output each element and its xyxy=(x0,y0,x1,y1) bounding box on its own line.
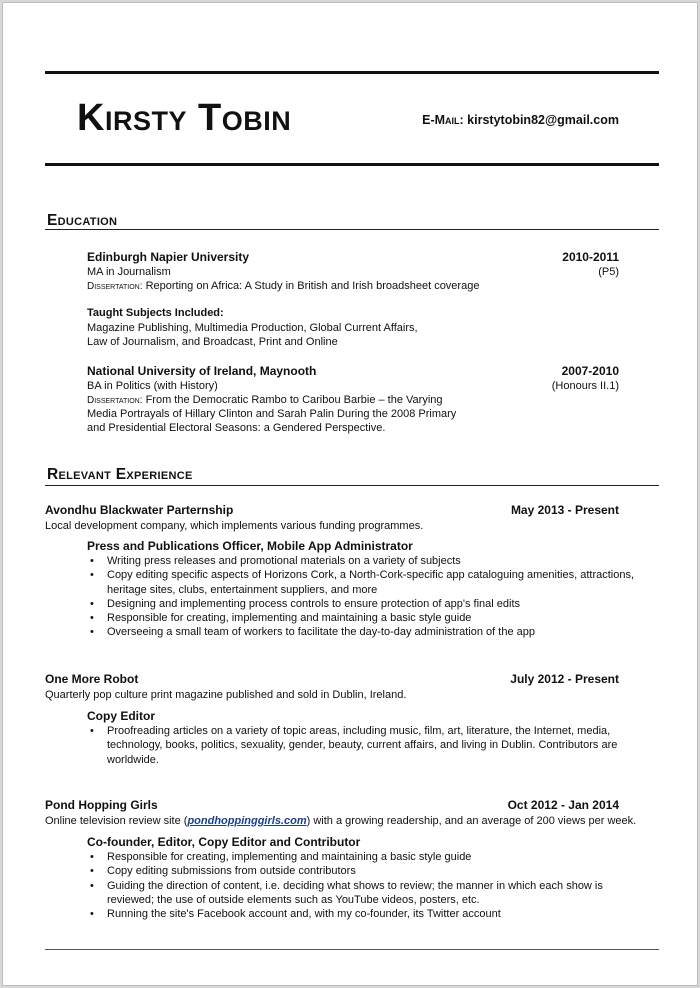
list-item: • Responsible for creating, implementing and maintaining a basic style guide xyxy=(87,850,637,864)
edu1-dates: 2010-2011 xyxy=(562,250,619,264)
job2-dates: July 2012 - Present xyxy=(510,672,619,686)
list-item: • Copy editing submissions from outside contributors xyxy=(87,864,637,878)
experience-heading: Relevant Experience xyxy=(47,466,193,483)
education-heading: Education xyxy=(47,212,118,229)
job3-description xyxy=(45,814,636,828)
email-label: E-Mail: xyxy=(422,113,464,127)
footer-rule xyxy=(45,949,659,950)
list-item: • Guiding the direction of content, i.e. deciding what shows to review; the manner in which each show is reviewed; the use of outside elements such as YouTube videos, posters, etc. xyxy=(87,879,637,908)
list-item: • Responsible for creating, implementing and maintaining a basic style guide xyxy=(87,611,637,625)
edu2-dates: 2007-2010 xyxy=(561,364,619,378)
edu1-subjects-line1: Magazine Publishing, Multimedia Production, Global Current Affairs, xyxy=(87,322,418,334)
header-top-rule xyxy=(45,71,659,74)
job3-role: Co-founder, Editor, Copy Editor and Contributor xyxy=(87,835,361,849)
job2-role: Copy Editor xyxy=(87,709,155,723)
list-item: • Designing and implementing process controls to ensure protection of app's final edits xyxy=(87,597,637,611)
list-item: • Writing press releases and promotional materials on a variety of subjects xyxy=(87,554,637,568)
experience-rule xyxy=(45,485,659,486)
list-item: • Copy editing specific aspects of Horizons Cork, a North-Cork-specific app cataloguing amenities, attractions, heritage sites, clubs, entertainment suppliers, and more xyxy=(87,568,637,597)
job3-bullets xyxy=(87,850,637,921)
edu2-dissertation-label: Dissertation: xyxy=(87,395,143,406)
edu2-dissertation-line3: and Presidential Electoral Seasons: a Gendered Perspective. xyxy=(87,422,386,434)
list-item: • Running the site's Facebook account and, with my co-founder, its Twitter account xyxy=(87,907,637,921)
candidate-name: Kirsty Tobin xyxy=(77,97,292,139)
email-address[interactable]: kirstytobin82@gmail.com xyxy=(467,113,619,127)
education-rule xyxy=(45,229,659,230)
edu1-dissertation-text: Reporting on Africa: A Study in British and Irish broadsheet coverage xyxy=(145,280,480,292)
job3-dates: Oct 2012 - Jan 2014 xyxy=(507,798,619,812)
edu1-school: Edinburgh Napier University xyxy=(87,250,250,264)
edu2-dissertation-line1 xyxy=(87,393,443,408)
job3-company: Pond Hopping Girls xyxy=(45,798,158,812)
edu1-dissertation xyxy=(87,279,479,294)
header-bottom-rule xyxy=(45,163,659,166)
job1-company: Avondhu Blackwater Parternship xyxy=(45,503,234,517)
edu2-degree: BA in Politics (with History) xyxy=(87,380,218,392)
job1-description: Local development company, which implements various funding programmes. xyxy=(45,520,424,532)
job2-company: One More Robot xyxy=(45,672,139,686)
job3-description-post: ) with a growing readership, and an average of 200 views per week. xyxy=(306,815,637,827)
job2-description: Quarterly pop culture print magazine published and sold in Dublin, Ireland. xyxy=(45,689,407,701)
resume-page xyxy=(2,2,698,986)
job3-site-link[interactable]: pondhoppinggirls.com xyxy=(187,815,307,827)
job2-bullets xyxy=(87,724,637,767)
edu2-grade: (Honours II.1) xyxy=(551,380,619,392)
job1-dates: May 2013 - Present xyxy=(510,503,619,517)
job3-description-pre: Online television review site ( xyxy=(45,815,188,827)
edu1-subjects-heading: Taught Subjects Included: xyxy=(87,307,224,319)
edu1-dissertation-label: Dissertation: xyxy=(87,281,143,292)
edu2-dissertation-text: From the Democratic Rambo to Caribou Barbie – the Varying xyxy=(145,394,443,406)
edu2-school: National University of Ireland, Maynooth xyxy=(87,364,317,378)
job1-role: Press and Publications Officer, Mobile App Administrator xyxy=(87,539,413,553)
edu1-grade: (P5) xyxy=(598,266,619,278)
edu1-subjects-line2: Law of Journalism, and Broadcast, Print and Online xyxy=(87,336,338,348)
edu2-dissertation-line2: Media Portrayals of Hillary Clinton and Sarah Palin During the 2008 Primary xyxy=(87,408,457,420)
job1-bullets xyxy=(87,554,637,640)
email-line xyxy=(422,113,619,127)
list-item: • Overseeing a small team of workers to facilitate the day-to-day administration of the app xyxy=(87,625,637,639)
edu1-degree: MA in Journalism xyxy=(87,266,171,278)
list-item: • Proofreading articles on a variety of topic areas, including music, film, art, literature, the Internet, media, technology, books, politics, sexuality, gender, beauty, current affairs, and living in Dublin. Contributors are worldwide. xyxy=(87,724,637,767)
